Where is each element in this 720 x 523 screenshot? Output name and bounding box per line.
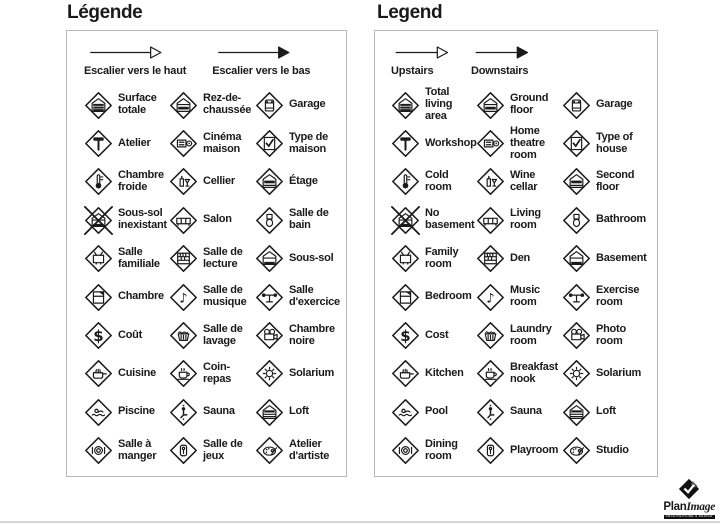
legend-item [255,321,346,350]
legend-item [84,129,169,158]
svg-text:$: $ [400,326,411,345]
solarium-icon [255,359,284,388]
legend-item [169,167,255,196]
exercise-room-icon [255,283,284,312]
legend-item-label: Salle de lecture [203,245,243,270]
legend-item [391,283,476,312]
legend-item-label: Cold room [425,169,452,193]
legend-item-label: Sauna [203,405,235,418]
family-room-icon [391,244,420,273]
legend-item [255,244,346,273]
legend-item-label: Cuisine [118,366,156,379]
legend-item [391,167,476,196]
legend-item [391,244,476,273]
legend-item [562,398,657,427]
legend-item-label: Solarium [289,366,335,379]
legend-item [562,436,657,465]
studio-icon [255,436,284,465]
legend-item [476,91,562,120]
legend-item-label: Salle à manger [118,437,157,462]
legend-title-english: Legend [377,2,443,23]
kitchen-icon [391,359,420,388]
legend-item [476,359,562,388]
legend-item-label: Studio [596,443,629,456]
legend-item-label: Atelier d'artiste [289,437,330,462]
legend-item [562,91,657,120]
den-icon [476,244,505,273]
stair-arrows [391,44,657,77]
garage-icon [255,91,284,120]
garage-icon [562,91,591,120]
stairs-up-arrow-hollow [391,44,453,77]
playroom-icon [476,436,505,465]
cost-icon [84,321,113,350]
legend-item-label: Exercise room [596,284,640,309]
bathroom-icon [255,206,284,235]
legend-item-label: Coin-repas [203,361,232,385]
planimage-diamond-check-icon [678,478,700,500]
wine-cellar-icon [169,167,198,196]
legend-item [84,398,169,427]
legend-item-label: Étage [289,175,318,188]
arrow-label: Downstairs [471,65,529,77]
legend-item-label: Chambre froide [118,169,164,193]
studio-icon [562,436,591,465]
legend-item-label: Salle de musique [203,284,247,309]
legend-item-label: Dining room [425,437,458,462]
legend-item [391,436,476,465]
legend-item-label: Sous-sol [289,251,334,264]
legend-item [84,436,169,465]
playroom-icon [169,436,198,465]
dining-room-icon [391,436,420,465]
legend-item-label: Atelier [118,136,151,149]
photo-room-icon [255,321,284,350]
legend-item-label: Piscine [118,405,155,418]
legend-item-label: Sauna [510,405,542,418]
legend-item [255,206,346,235]
legend-item [84,244,169,273]
legend-item [84,321,169,350]
sauna-icon [169,398,198,427]
legend-item [169,359,255,388]
legend-item [255,167,346,196]
legend-grid [391,86,657,470]
planimage-wordmark [663,498,715,514]
cold-room-icon [391,167,420,196]
legend-item-label: Basement [596,251,647,264]
legend-item [84,283,169,312]
planimage-logo [663,478,715,519]
breakfast-nook-icon [169,359,198,388]
legend-item-label: Chambre noire [289,322,335,347]
dining-room-icon [84,436,113,465]
legend-item [255,398,346,427]
brand-image: Image [686,501,715,513]
living-room-icon [476,206,505,235]
stairs-up-arrow-hollow [84,44,186,77]
cold-room-icon [84,167,113,196]
legend-item-label: Photo room [596,322,626,347]
legend-item-label: Salle de lavage [203,322,243,347]
legend-item-label: Wine cellar [510,169,538,193]
legend-item [169,398,255,427]
stairs-down-arrow-filled [212,44,310,77]
svg-text:♪: ♪ [179,291,188,307]
legend-item [391,398,476,427]
second-floor-icon [562,167,591,196]
legend-item-label: Salle familiale [118,245,160,270]
legend-item-label: Cinéma maison [203,130,242,155]
legend-item [391,206,476,235]
svg-text:$: $ [93,326,104,345]
legend-item-label: Salle de bain [289,207,329,232]
stair-arrows [84,44,346,77]
legend-item [562,359,657,388]
basement-icon [562,244,591,273]
legend-item-label: Type of house [596,130,633,155]
no-basement-icon [391,206,420,235]
exercise-room-icon [562,283,591,312]
arrow-label: Escalier vers le haut [84,65,187,77]
legend-item [169,206,255,235]
legend-item [84,359,169,388]
legend-item-label: Kitchen [425,366,464,379]
living-room-icon [169,206,198,235]
legend-item-label: Loft [596,405,616,418]
legend-item [476,436,562,465]
legend-item-label: Cellier [203,175,235,188]
wine-cellar-icon [476,167,505,196]
legend-item-label: Salon [203,213,232,226]
family-room-icon [84,244,113,273]
legend-panel-english [374,30,658,477]
legend-item [169,129,255,158]
legend-item [562,244,657,273]
legend-item [476,126,562,162]
second-floor-icon [255,167,284,196]
legend-item [84,91,169,120]
legend-item-label: Second floor [596,169,635,193]
photo-room-icon [562,321,591,350]
legend-grid [84,86,346,470]
legend-item-label: Breakfast nook [510,361,558,385]
legend-item [562,283,657,312]
stairs-down-arrow-filled [471,44,533,77]
legend-item-label: Salle d'exercice [289,284,340,309]
legend-item-label: Garage [596,98,633,111]
legend-item-label: Rez-de-chaussée [203,92,252,117]
brand-plan: Plan [663,501,687,513]
loft-icon [562,398,591,427]
kitchen-icon [84,359,113,388]
type-of-house-icon [562,129,591,158]
legend-item-label: Den [510,251,531,264]
legend-item [169,321,255,350]
sauna-icon [476,398,505,427]
legend-item [476,283,562,312]
legend-item [476,321,562,350]
legend-item-label: Music room [510,284,540,309]
legend-item-label: Family room [425,245,459,270]
solarium-icon [562,359,591,388]
total-living-area-icon [391,91,420,120]
legend-item-label: Type de maison [289,130,329,155]
workshop-icon [391,129,420,158]
legend-item-label: Laundry room [510,322,552,347]
legend-item-label: Home theatre room [510,124,545,161]
legend-item [476,398,562,427]
brand-tagline: ARCHITECTURE & DESIGN [665,514,713,518]
bathroom-icon [562,206,591,235]
legend-item-label: Playroom [510,443,559,456]
legend-item [391,129,476,158]
legend-item [84,167,169,196]
legend-item [391,87,476,123]
legend-item-label: No basement [425,207,475,232]
legend-item [562,321,657,350]
legend-item-label: Chambre [118,290,164,303]
laundry-room-icon [169,321,198,350]
type-of-house-icon [255,129,284,158]
loft-icon [255,398,284,427]
legend-item-label: Cost [425,328,449,341]
basement-icon [255,244,284,273]
legend-item [255,359,346,388]
legend-item-label: Garage [289,98,326,111]
legend-item-label: Solarium [596,366,642,379]
no-basement-icon [84,206,113,235]
legend-item [391,359,476,388]
legend-item-label: Ground floor [510,92,549,117]
svg-text:♪: ♪ [486,291,495,307]
music-room-icon [169,283,198,312]
legend-item [169,91,255,120]
home-theatre-icon [476,129,505,158]
workshop-icon [84,129,113,158]
pool-icon [391,398,420,427]
legend-item-label: Sous-sol inexistant [118,207,167,232]
ground-floor-icon [169,91,198,120]
arrow-label: Escalier vers le bas [212,65,311,77]
legend-title-french: Légende [67,2,143,23]
legend-item-label: Bedroom [425,290,472,303]
ground-floor-icon [476,91,505,120]
legend-item-label: Surface totale [118,92,157,117]
legend-panel-french [66,30,347,477]
legend-item-label: Bathroom [596,213,646,226]
legend-item-label: Living room [510,207,541,232]
legend-item [391,321,476,350]
breakfast-nook-icon [476,359,505,388]
bedroom-icon [391,283,420,312]
legend-item [562,167,657,196]
legend-item [476,167,562,196]
legend-item [255,436,346,465]
music-room-icon [476,283,505,312]
legend-item-label: Total living area [425,86,453,123]
legend-item [562,129,657,158]
legend-item [476,244,562,273]
legend-item-label: Workshop [425,136,477,149]
legend-item [169,283,255,312]
den-icon [169,244,198,273]
legend-item [562,206,657,235]
pool-icon [84,398,113,427]
home-theatre-icon [169,129,198,158]
legend-item-label: Loft [289,405,309,418]
cost-icon [391,321,420,350]
legend-item [255,283,346,312]
legend-item [169,244,255,273]
laundry-room-icon [476,321,505,350]
bedroom-icon [84,283,113,312]
legend-item-label: Pool [425,405,448,418]
legend-item-label: Coût [118,328,143,341]
legend-item-label: Salle de jeux [203,437,243,462]
legend-item [169,436,255,465]
arrow-label: Upstairs [391,65,434,77]
total-living-area-icon [84,91,113,120]
legend-item [255,129,346,158]
legend-item [255,91,346,120]
legend-item [84,206,169,235]
legend-item [476,206,562,235]
